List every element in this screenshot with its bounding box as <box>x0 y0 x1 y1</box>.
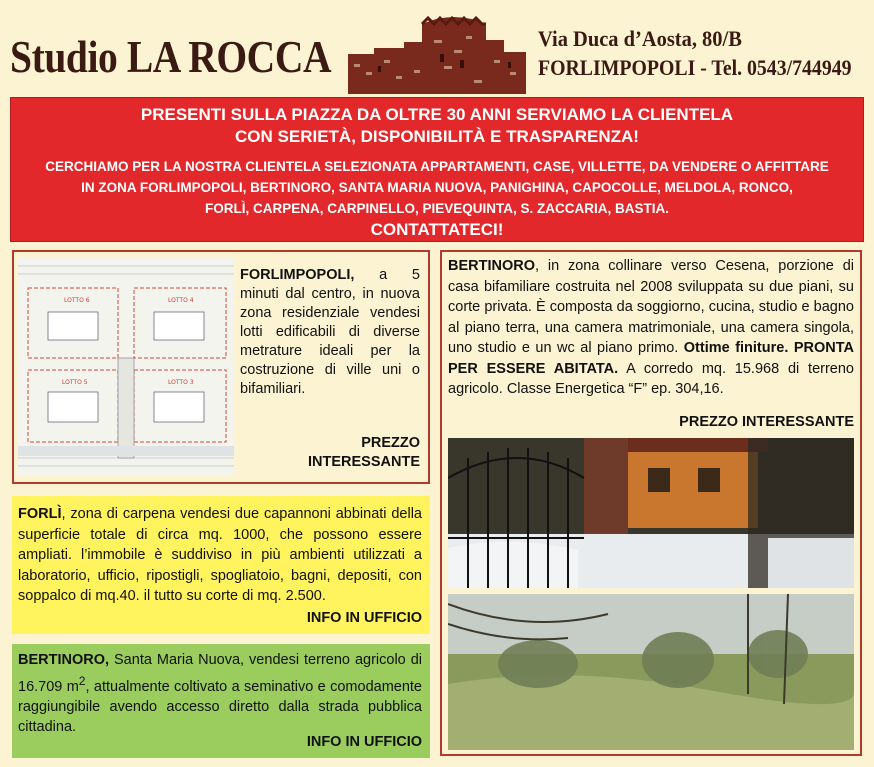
plan-lot-3: LOTTO 3 <box>168 379 194 386</box>
banner-line-2: CON SERIETÀ, DISPONIBILITÀ E TRASPARENZA! <box>235 127 639 146</box>
listing-forli-text <box>18 504 422 607</box>
listing-bertinoro-land-desc-a: Santa Maria Nuova, vendesi terreno agricolo di 16.709 m <box>18 652 422 695</box>
price-line-2: INTERESSANTE <box>308 454 420 470</box>
listing-bertinoro-house-text <box>448 256 854 400</box>
price-line-1: PREZZO <box>361 435 420 451</box>
listing-bertinoro-land-desc-b: , attualmente coltivato a seminativo e comodamente raggiungibile avendo accesso diretto dalla strada pubblica cittadina. <box>18 678 422 736</box>
listing-bertinoro-land-text <box>18 650 422 738</box>
listing-bertinoro-house-highlight: Ottime finiture. PRONTA PER ESSERE ABITATA. <box>448 340 854 377</box>
banner-line-1: PRESENTI SULLA PIAZZA DA OLTRE 30 ANNI SERVIAMO LA CLIENTELA <box>140 105 734 124</box>
listing-forlimpopoli-price <box>240 434 420 472</box>
brand-title: Studio LA ROCCA <box>10 31 332 82</box>
listing-bertinoro-land-city: BERTINORO, <box>18 652 110 668</box>
land-photo <box>448 594 854 750</box>
listing-forli-info: INFO IN UFFICIO <box>306 610 422 626</box>
listing-bertinoro-land-sup: 2 <box>78 673 86 688</box>
address-street: Via Duca d’Aosta, 80/B <box>538 26 742 51</box>
castle-logo <box>344 10 530 96</box>
listing-forlimpopoli-city: FORLIMPOPOLI, <box>240 267 355 283</box>
plan-lot-4: LOTTO 4 <box>168 297 194 304</box>
banner-line-3: CERCHIAMO PER LA NOSTRA CLIENTELA SELEZIONATA APPARTAMENTI, CASE, VILLETTE, DA VENDERE O AFFITTARE <box>45 159 829 174</box>
listing-bertinoro-house-desc-2: A corredo mq. 15.968 di terreno agricolo. Classe Energetica “F” ep. 304,16. <box>448 360 854 397</box>
listing-bertinoro-house-city: BERTINORO <box>448 258 535 274</box>
listing-forlimpopoli-text <box>240 266 420 399</box>
listing-forli-city: FORLÌ <box>18 506 62 522</box>
agency-banner <box>10 97 864 242</box>
plan-lot-5: LOTTO 5 <box>62 379 88 386</box>
listing-forli-desc: , zona di carpena vendesi due capannoni abbinati della superficie totale di circa mq. 1000, che possono essere ampliati. l’immobile è suddiviso in più ambienti utilizzati a laboratorio, ufficio, ripostigli, spogliatoio, bagni, depositi, con soppalco di mq.40. il tutto su corte di mq. 2.500. <box>18 506 422 604</box>
banner-line-4: IN ZONA FORLIMPOPOLI, BERTINORO, SANTA MARIA NUOVA, PANIGHINA, CAPOCOLLE, MELDOLA, RONCO, <box>81 180 793 195</box>
house-photo <box>448 438 854 588</box>
address-city-phone: FORLIMPOPOLI - Tel. 0543/744949 <box>538 55 852 80</box>
banner-line-6: CONTATTATECI! <box>370 220 504 239</box>
banner-line-5: FORLÌ, CARPENA, CARPINELLO, PIEVEQUINTA, S. ZACCARIA, BASTIA. <box>204 201 670 216</box>
listing-bertinoro-house-desc: , in zona collinare verso Cesena, porzione di casa bifamiliare costruita nel 2008 sviluppata su due piani, su corte privata. È composta da soggiorno, cucina, studio e bagno al piano terra, una camera matrimoniale, una camera singola, uno studio e un wc al piano primo. <box>448 258 854 356</box>
lot-plan-drawing <box>18 258 234 476</box>
plan-lot-6: LOTTO 6 <box>64 297 90 304</box>
listing-forlimpopoli-desc: a 5 minuti dal centro, in nuova zona residenziale vendesi lotti edificabili di diverse metrature ideali per la costruzione di ville uni o bifamiliari. <box>240 267 420 397</box>
listing-bertinoro-land-info: INFO IN UFFICIO <box>306 734 422 750</box>
listing-bertinoro-house-price: PREZZO INTERESSANTE <box>679 414 854 430</box>
